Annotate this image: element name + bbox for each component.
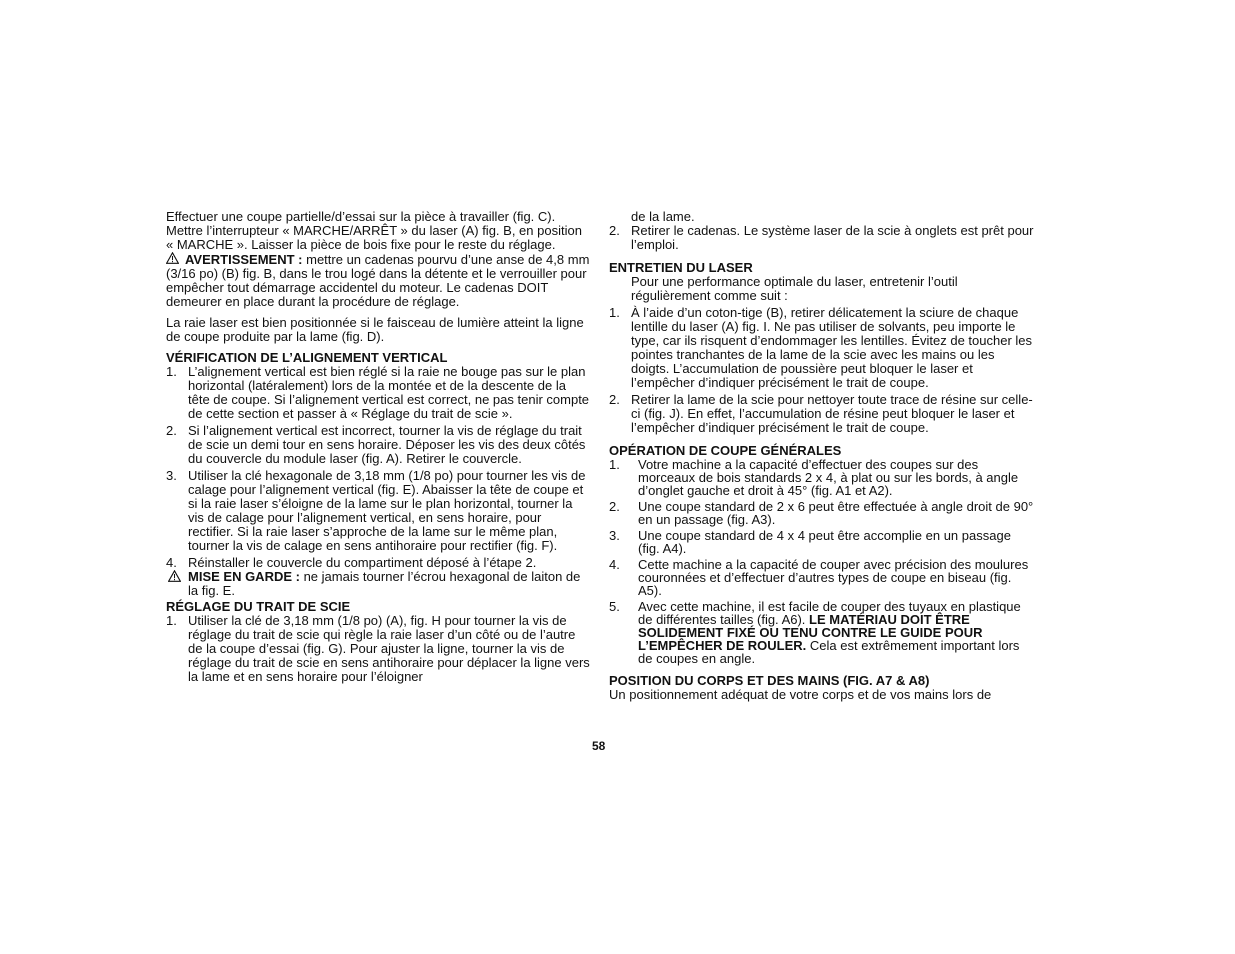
- item-text: Utiliser la clé de 3,18 mm (1/8 po) (A), fig. H pour tourner la vis de réglage du trait de scie qui règle la raie laser d’un côté ou de l’autre de la coupe d’essai (fig. G). Pour ajuster la ligne, tourner la vis de réglage du trait de scie en sens antihoraire pour déplacer la ligne vers la lame et en sens horaire pour l’éloigner: [188, 613, 590, 684]
- body-hand-position-text: Un positionnement adéquat de votre corps et de vos mains lors de: [609, 687, 992, 702]
- laser-position-paragraph: La raie laser est bien positionnée si le faisceau de lumière atteint la ligne de coupe produite par la lame (fig. D).: [166, 315, 584, 344]
- caution-paragraph: [166, 570, 590, 598]
- cutting-list: [609, 458, 1035, 665]
- list-item: [166, 614, 590, 684]
- item-number: 2.: [609, 499, 620, 514]
- kerf-adjustment-heading: RÉGLAGE DU TRAIT DE SCIE: [166, 599, 351, 614]
- list-item: [166, 365, 590, 421]
- item-text: Cela est extrêmement important lors de coupes en angle.: [638, 638, 1020, 666]
- list-item: [609, 393, 1035, 435]
- item-number: 2.: [609, 392, 620, 407]
- intro-text: Effectuer une coupe partielle/d’essai sur la pièce à travailler (fig. C). Mettre l’interrupteur « MARCHE/ARRÊT » du laser (A) fig. B, en position « MARCHE ». Laisser la pièce de bois fixe pour le reste du réglage.: [166, 209, 582, 252]
- list-item: [166, 556, 590, 570]
- list-item: [609, 558, 1035, 597]
- general-cutting-heading: OPÉRATION DE COUPE GÉNÉRALES: [609, 443, 842, 458]
- item-number: 2.: [609, 223, 620, 238]
- caution-label: MISE EN GARDE :: [188, 569, 300, 584]
- warning-label: AVERTISSEMENT :: [185, 252, 303, 267]
- continued-text: de la lame.: [631, 209, 695, 224]
- item-text: L’alignement vertical est bien réglé si la raie ne bouge pas sur le plan horizontal (latéralement) lors de la montée et de la descente de la tête de coupe. Si l’alignement vertical est correct, ne pas tenir compte de cette section et passer à « Réglage du trait de scie ».: [188, 364, 590, 421]
- list-item: [609, 458, 1035, 497]
- laser-maintenance-heading: ENTRETIEN DU LASER: [609, 260, 753, 275]
- item-text-bold: LE MATÉRIAU DOIT ÊTRE SOLIDEMENT FIXÉ OU TENU CONTRE LE GUIDE POUR L’EMPÊCHER DE ROULER.: [638, 612, 983, 653]
- item-text: Réinstaller le couvercle du compartiment déposé à l’étape 2.: [188, 555, 537, 570]
- item-text: Utiliser la clé hexagonale de 3,18 mm (1/8 po) pour tourner les vis de calage pour l’alignement vertical (fig. E). Abaisser la tête de coupe et si la raie laser s’éloigne de la lame sur le plan horizontal, tourner la vis de calage pour l’alignement vertical, en sens horaire, pour rectifier. Si la raie laser s’approche de la lame sur le même plan, tourner la vis de calage en sens antihoraire pour rectifier (fig. F).: [188, 468, 586, 553]
- item-number: 1.: [166, 613, 177, 628]
- item-number: 1.: [609, 457, 620, 472]
- item-number: 2.: [166, 423, 177, 438]
- warning-paragraph: [166, 252, 590, 309]
- warning-triangle-icon: [166, 252, 179, 264]
- caution-text: ne jamais tourner l’écrou hexagonal de laiton de la fig. E.: [188, 569, 581, 598]
- item-text: Une coupe standard de 2 x 6 peut être effectuée à angle droit de 90° en un passage (fig. A3).: [638, 499, 1034, 527]
- warning-text: mettre un cadenas pourvu d’une anse de 4,8 mm (3/16 po) (B) fig. B, dans le trou logé dans la détente et le verrouiller pour empêcher tout démarrage accidentel du moteur. Le cadenas DOIT demeurer en place durant la procédure de réglage.: [166, 252, 590, 309]
- item-number: 3.: [166, 468, 177, 483]
- item-number: 5.: [609, 599, 620, 614]
- right-column: [609, 210, 1035, 702]
- page-number: 58: [592, 739, 606, 753]
- item-number: 1.: [166, 364, 177, 379]
- vertical-alignment-heading: VÉRIFICATION DE L’ALIGNEMENT VERTICAL: [166, 350, 448, 365]
- list-item: [609, 600, 1035, 665]
- item-number: 1.: [609, 305, 620, 320]
- caution-triangle-icon: [168, 570, 181, 582]
- list-item: [609, 500, 1035, 526]
- list-item: [166, 469, 590, 553]
- vertical-alignment-list: [166, 365, 590, 570]
- item-number: 4.: [166, 555, 177, 570]
- list-item: [166, 424, 590, 466]
- item-text: À l’aide d’un coton-tige (B), retirer délicatement la sciure de chaque lentille du laser (A) fig. I. Ne pas utiliser de solvants, peu importe le type, car ils risquent d’endommager les lentilles. Évitez de toucher les pointes tranchantes de la lame de la scie avec les mains ou les doigts. L’accumulation de poussière peut bloquer le laser et l’empêcher d’indiquer précisément le trait de coupe.: [631, 305, 1033, 390]
- item-text: Si l’alignement vertical est incorrect, tourner la vis de réglage du trait de scie un demi tour en sens horaire. Déposer les vis des deux côtés du couvercle du module laser (fig. A). Retirer le couvercle.: [188, 423, 586, 466]
- list-item: [609, 224, 1035, 252]
- item-number: 3.: [609, 528, 620, 543]
- item-text: Une coupe standard de 4 x 4 peut être accomplie en un passage (fig. A4).: [638, 528, 1011, 556]
- list-item: [609, 306, 1035, 390]
- left-column: [166, 210, 590, 687]
- item-number: 4.: [609, 557, 620, 572]
- kerf-adjustment-list: [166, 614, 590, 684]
- item-text: Retirer la lame de la scie pour nettoyer toute trace de résine sur celle-ci (fig. J). En effet, l’accumulation de résine peut bloquer le laser et l’empêcher d’indiquer précisément le trait de coupe.: [631, 392, 1033, 435]
- item-text: Avec cette machine, il est facile de couper des tuyaux en plastique de différentes tailles (fig. A6).: [638, 599, 1021, 627]
- maintenance-list: [609, 306, 1035, 435]
- item-text: Cette machine a la capacité de couper avec précision des moulures couronnées et d’effectuer d’autres types de coupe en biseau (fig. A5).: [638, 557, 1029, 598]
- maintenance-intro: Pour une performance optimale du laser, entretenir l’outil régulièrement comme suit :: [631, 274, 958, 303]
- body-hand-position-heading: POSITION DU CORPS ET DES MAINS (FIG. A7 & A8): [609, 673, 930, 688]
- intro-paragraph: [166, 210, 590, 252]
- item-text: Retirer le cadenas. Le système laser de la scie à onglets est prêt pour l’emploi.: [631, 223, 1034, 252]
- item-text: Votre machine a la capacité d’effectuer des coupes sur des morceaux de bois standards 2 x 4, à plat ou sur les bords, à angle d’onglet gauche et droit à 45° (fig. A1 et A2).: [638, 457, 1019, 498]
- list-item: [609, 529, 1035, 555]
